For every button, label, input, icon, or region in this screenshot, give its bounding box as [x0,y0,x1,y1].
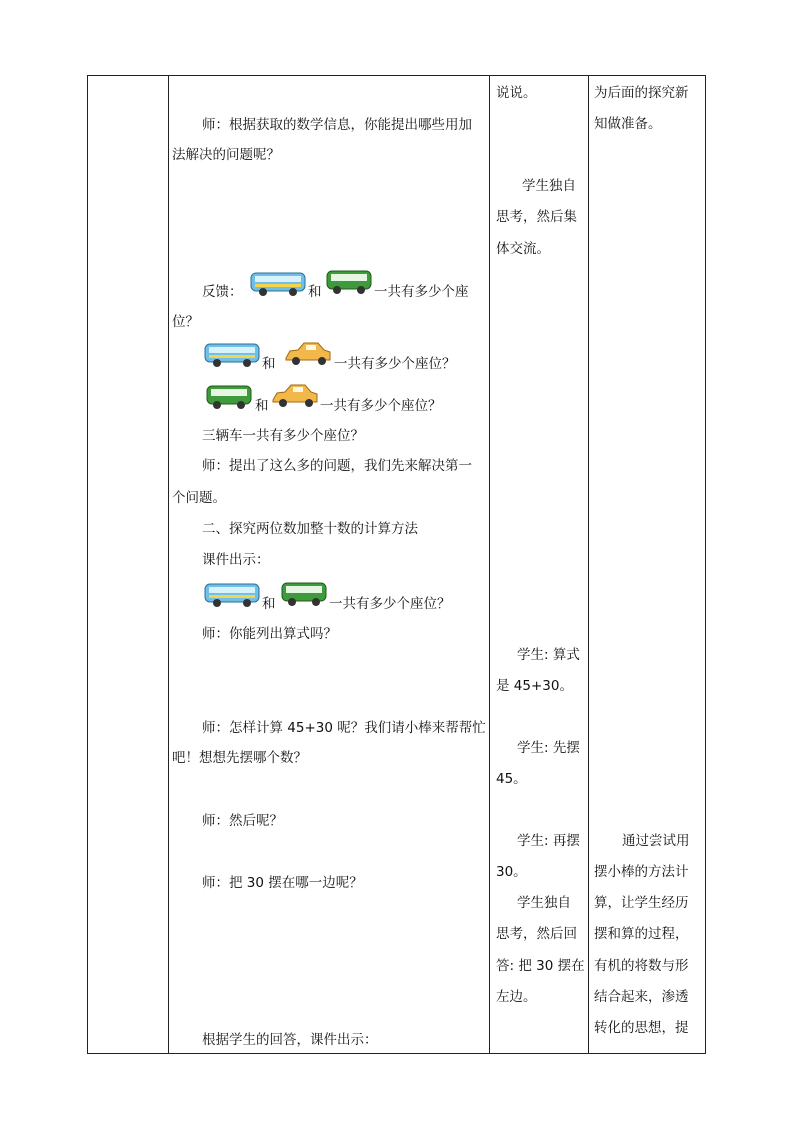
student-text: 答: 把 30 摆在 [496,958,585,974]
and-text: 和 [262,356,276,372]
question-1: 一共有多少个座 [374,284,469,300]
intent-text: 转化的思想，提 [594,1020,689,1036]
student-text: 学生独自 [522,178,576,194]
student-text: 学生: 先摆 [517,740,580,756]
student-text: 45。 [496,771,527,787]
courseware-question: 一共有多少个座位？ [329,596,451,612]
and-text: 和 [262,596,276,612]
column-divider [168,76,169,1053]
student-text: 学生独自 [517,895,571,911]
student-text: 学生: 再摆 [517,833,580,849]
teacher-question-5: 师：然后呢？ [202,813,283,829]
and-text: 和 [255,398,269,414]
question-2: 一共有多少个座位？ [334,356,456,372]
teacher-question-4-cont: 吧！想想先摆哪个数？ [172,750,307,766]
student-text: 思考，然后集 [496,209,577,225]
intent-text: 有机的将数与形 [594,958,689,974]
blue-bus-icon [249,270,307,298]
teacher-question-4: 师：怎样计算 45+30 呢？我们请小棒来帮帮忙 [202,720,486,736]
section-heading: 二、探究两位数加整十数的计算方法 [202,521,418,537]
intent-text: 算，让学生经历 [594,895,689,911]
student-text: 思考，然后回 [496,926,577,942]
teacher-question-1-cont: 法解决的问题呢？ [172,147,280,163]
column-divider [588,76,589,1053]
yellow-car-icon [269,382,321,410]
green-minibus-icon [280,580,328,608]
teacher-question-3: 师：你能列出算式吗？ [202,626,337,642]
student-text: 学生: 算式 [517,647,580,663]
intent-text: 通过尝试用 [622,833,690,849]
and-text: 和 [308,284,322,300]
green-minibus-icon [205,383,253,411]
stage-column [88,76,168,1053]
question-4: 三辆车一共有多少个座位？ [202,428,364,444]
student-text: 说说。 [496,85,537,101]
question-3: 一共有多少个座位？ [320,398,442,414]
green-minibus-icon [325,268,373,296]
teacher-remark-2: 师：提出了这么多的问题，我们先来解决第一 [202,458,472,474]
column-divider [489,76,490,1053]
question-1-cont: 位？ [172,314,199,330]
blue-bus-icon [203,581,261,609]
intent-text: 为后面的探究新 [594,85,689,101]
intent-text: 结合起来，渗透 [594,989,689,1005]
teacher-remark-7: 根据学生的回答，课件出示： [202,1032,378,1048]
yellow-car-icon [282,340,334,368]
courseware-label: 课件出示： [202,552,270,568]
intent-text: 知做准备。 [594,116,662,132]
teacher-question-1: 师：根据获取的数学信息，你能提出哪些用加 [202,117,472,133]
blue-bus-icon [203,341,261,369]
teacher-question-6: 师：把 30 摆在哪一边呢？ [202,875,363,891]
student-text: 体交流。 [496,241,550,257]
feedback-label: 反馈： [202,284,243,300]
teacher-remark-2-cont: 个问题。 [172,490,226,506]
student-text: 是 45+30。 [496,678,573,694]
intent-text: 摆和算的过程， [594,926,689,942]
student-text: 左边。 [496,989,537,1005]
student-text: 30。 [496,864,527,880]
intent-text: 摆小棒的方法计 [594,864,689,880]
